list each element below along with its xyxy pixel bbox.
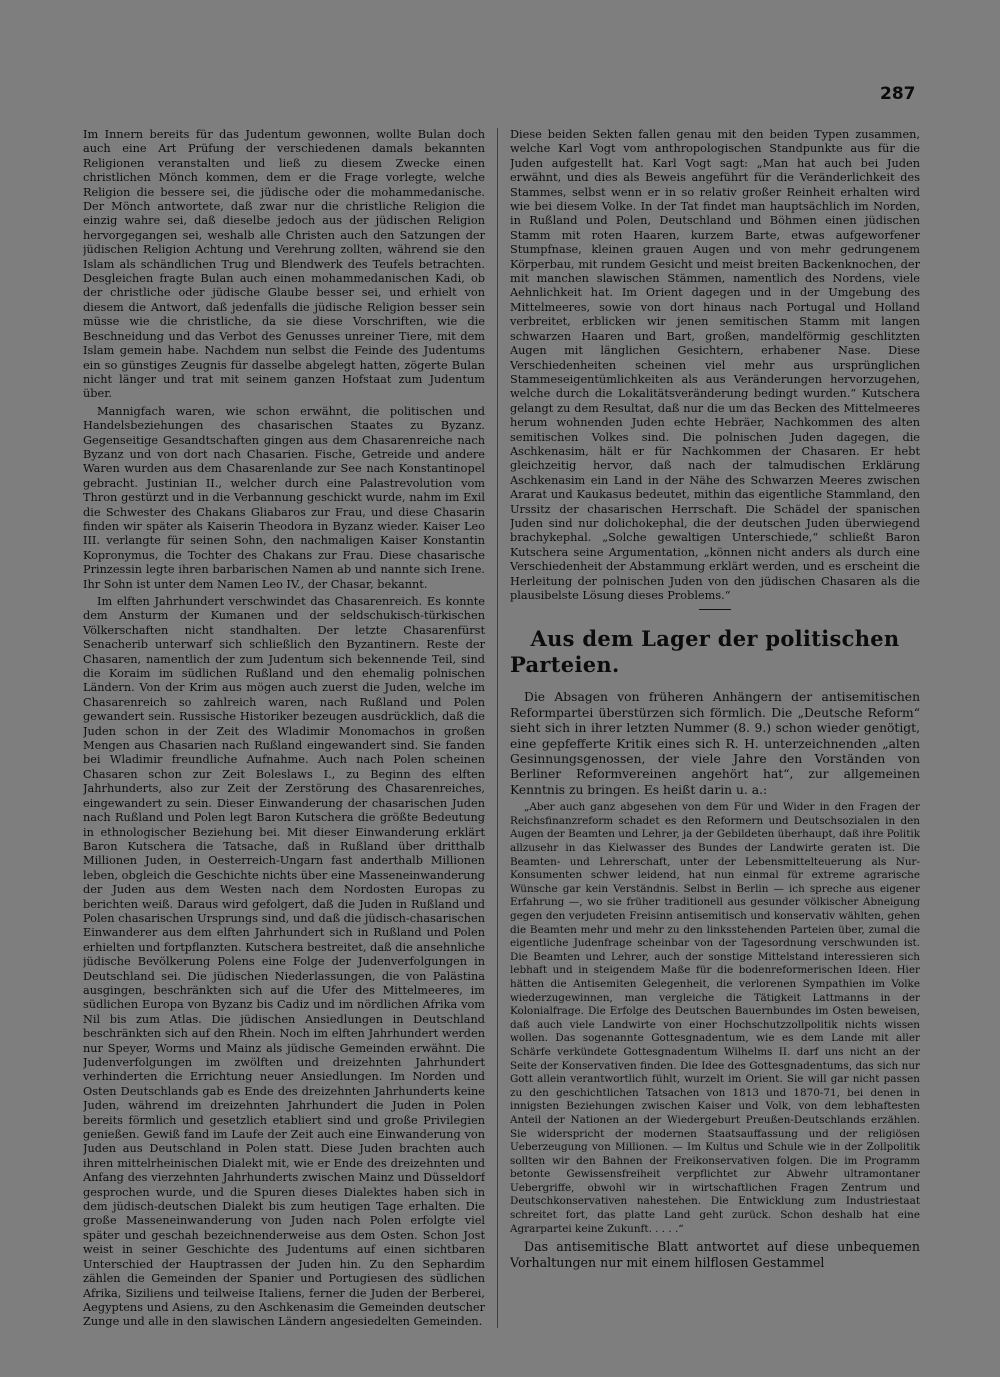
paragraph: Im Innern bereits für das Judentum gewonnen, wollte Bulan doch auch eine Art Prüfung der verschiedenen damals bekannten Religionen veranstalten und ließ zu diesem Zwecke einen christlichen Mönch kommen, dem er die Frage vorlegte, welche Religion die bessere sei, die jüdische oder die mohammedanische. Der Mönch antwortete, daß zwar nur die christliche Religion die einzig wahre sei, daß dieselbe jedoch aus der jüdischen Religion hervorgegangen sei, weshalb alle Christen auch den Satzungen der jüdischen Religion Achtung und Verehrung zollten, während sie den Islam als schändlichen Trug und Blendwerk des Teufels betrachten. Desgleichen fragte Bulan auch einen mohammedanischen Kadi, ob der christliche oder jüdische Glaube besser sei, und erhielt von diesem die Antwort, daß jedenfalls die jüdische Religion besser sein müsse wie die christliche, da sie diese Vorschriften, wie die Beschneidung und das Verbot des Genusses unreiner Tiere, mit dem Islam gemein habe. Nachdem nun selbst die Feinde des Judentums ein so günstiges Zeugnis für dasselbe abgelegt hatten, zögerte Bulan nicht länger und trat mit seinem ganzen Hofstaat zum Judentum über.: [83, 128, 485, 401]
article-end-rule: [699, 609, 731, 610]
right-column: [510, 128, 920, 1352]
column-divider: [497, 128, 498, 1328]
left-column: [83, 128, 485, 1352]
paragraph: Diese beiden Sekten fallen genau mit den beiden Typen zusammen, welche Karl Vogt vom anthropologischen Standpunkte aus für die Juden aufgestellt hat. Karl Vogt sagt: „Man hat auch bei Juden erwähnt, und dies als Beweis angeführt für die Veränderlichkeit des Stammes, selbst wenn er in so relativ großer Reinheit erhalten wird wie bei diesem Volke. In der Tat findet man hauptsächlich im Norden, in Rußland und Polen, Deutschland und Böhmen einen jüdischen Stamm mit roten Haaren, kurzem Barte, etwas aufgeworfener Stumpfnase, kleinen grauen Augen und von mehr gedrungenem Körperbau, mit rundem Gesicht und meist breiten Backenknochen, der mit manchen slawischen Stämmen, namentlich des Nordens, viele Aehnlichkeit hat. Im Orient dagegen und in der Umgebung des Mittelmeeres, sowie von dort hinaus nach Portugal und Holland verbreitet, erblicken wir jenen semitischen Stamm mit langen schwarzen Haaren und Bart, großen, mandelförmig geschlitzten Augen mit länglichen Gesichtern, erhabener Nase. Diese Verschiedenheiten scheinen viel mehr aus ursprünglichen Stammeseigentümlichkeiten als aus Veränderungen hervorzugehen, welche durch die Lokalitätsveränderung bedingt wurden.“ Kutschera gelangt zu dem Resultat, daß nur die um das Becken des Mittelmeeres herum wohnenden Juden echte Hebräer, Nachkommen des alten semitischen Volkes sind. Die polnischen Juden dagegen, die Aschkenasim, hält er für Nachkommen der Chasaren. Er hebt gleichzeitig hervor, daß nach der talmudischen Erklärung Aschkenasim ein Land in der Nähe des Schwarzen Meeres zwischen Ararat und Kaukasus bedeutet, mithin das eigentliche Stammland, den Urssitz der chasarischen Herrschaft. Die Schädel der spanischen Juden sind nur dolichokephal, die der deutschen Juden überwiegend brachykephal. „Solche gewaltigen Unterschiede,“ schließt Baron Kutschera seine Argumentation, „können nicht anders als durch eine Verschiedenheit der Abstammung erklärt werden, und es erscheint die Herleitung der polnischen Juden von den jüdischen Chasaren als die plausibelste Lösung dieses Problems.“: [510, 128, 920, 602]
closing-paragraph: Das antisemitische Blatt antwortet auf diese unbequemen Vorhaltungen nur mit einem hilflosen Gestammel: [510, 1239, 920, 1271]
lead-paragraph: Die Absagen von früheren Anhängern der antisemitischen Reformpartei überstürzen sich förmlich. Die „Deutsche Reform“ sieht sich in ihrer letzten Nummer (8. 9.) schon wieder genötigt, eine gepfefferte Kritik eines sich R. H. unterzeichnenden „alten Gesinnungsgenossen, der viele Jahre den Vorständen von Berliner Reformvereinen angehört hat“, zur allgemeinen Kenntnis zu bringen. Es heißt darin u. a.:: [510, 690, 920, 797]
section-heading: Aus dem Lager der politischen Parteien.: [510, 626, 900, 678]
quote-paragraph: „Aber auch ganz abgesehen von dem Für und Wider in den Fragen der Reichsfinanzreform schadet es den Reformern und Deutschsozialen in den Augen der Beamten und Lehrer, ja der Gebildeten überhaupt, daß ihre Politik allzusehr in das Kielwasser des Bundes der Landwirte geraten ist. Die Beamten- und Lehrerschaft, unter der Lebensmittelteuerung als Nur-Konsumenten schwer leidend, hat nun einmal für extreme agrarische Wünsche gar kein Verständnis. Selbst in Berlin — ich spreche aus eigener Erfahrung —, wo sie früher traditionell aus gesunder völkischer Abneigung gegen den verjudeten Freisinn antisemitisch und konservativ wählten, gehen die Beamten mehr und mehr zu den linksstehenden Parteien über, zumal die eigentliche Judenfrage scheinbar von der Tagesordnung verschwunden ist. Die Beamten und Lehrer, auch der sonstige Mittelstand interessieren sich lebhaft und in steigendem Maße für die bodenreformerischen Ideen. Hier hätten die Antisemiten Gelegenheit, die verlorenen Sympathien im Volke wiederzugewinnen, man vergleiche die Tätigkeit Lattmanns in der Kolonialfrage. Die Erfolge des Deutschen Bauernbundes im Osten beweisen, daß auch viele Landwirte von einer Hochschutzzollpolitik nichts wissen wollen. Das sogenannte Gottesgnadentum, wie es dem Lande mit aller Schärfe verkündete Gottesgnadentum Wilhelms II. darf uns nicht an der Seite der Konservativen finden. Die Idee des Gottesgnadentums, das sich nur Gott allein verantwortlich fühlt, wurzelt im Orient. Sie will gar nicht passen zu den geschichtlichen Tatsachen von 1813 und 1870-71, bei denen in innigsten Beziehungen zwischen Kaiser und Volk, von dem lebhaftesten Anteil der Nationen an der Wiedergeburt Preußen-Deutschlands erzählen. Sie widerspricht der modernen Staatsauffassung und der religiösen Ueberzeugung von Millionen. — Im Kultus und Schule wie in der Zollpolitik sollten wir den Bahnen der Freikonservativen folgen. Die im Programm betonte Gewissensfreiheit verpflichtet zur Abwehr ultramontaner Uebergriffe, obwohl wir in wirtschaftlichen Fragen Zentrum und Deutschkonservativen nahestehen. Die Entwicklung zum Industriestaat schreitet fort, das platte Land geht zurück. Schon deshalb hat eine Agrarpartei keine Zukunft. . . . .“: [510, 801, 920, 1235]
paragraph: Im elften Jahrhundert verschwindet das Chasarenreich. Es konnte dem Ansturm der Kumanen und der seldschukisch-türkischen Völkerschaften nicht standhalten. Der letzte Chasarenfürst Senacherib unterwarf sich schließlich den Byzantinern. Reste der Chasaren, namentlich der zum Judentum sich bekennende Teil, sind die Koraim im südlichen Rußland und den ehemalig polnischen Ländern. Von der Krim aus mögen auch zuerst die Juden, welche im Chasarenreich so zahlreich waren, nach Rußland und Polen gewandert sein. Russische Historiker bezeugen ausdrücklich, daß die Juden schon in der Zeit des Wladimir Monomachos in großen Mengen aus Chasarien nach Rußland eingewandert sind. Sie fanden bei Wladimir freundliche Aufnahme. Auch nach Polen scheinen Chasaren schon zur Zeit Boleslaws I., zu Beginn des elften Jahrhunderts, also zur Zeit der Zerstörung des Chasarenreiches, eingewandert zu sein. Dieser Einwanderung der chasarischen Juden nach Rußland und Polen legt Baron Kutschera die größte Bedeutung in ethnologischer Beziehung bei. Mit dieser Einwanderung erklärt Baron Kutschera die Tatsache, daß in Rußland über dritthalb Millionen Juden, in Oesterreich-Ungarn fast anderthalb Millionen leben, obgleich die Geschichte nichts über eine Masseneinwanderung der Juden aus dem Westen nach dem Nordosten Europas zu berichten weiß. Daraus wird gefolgert, daß die Juden in Rußland und Polen chasarischen Ursprungs sind, und daß die jüdisch-chasarischen Einwanderer aus dem elften Jahrhundert sich in Rußland und Polen erhielten und fortpflanzten. Kutschera bestreitet, daß die ansehnliche jüdische Bevölkerung Polens eine Folge der Judenverfolgungen in Deutschland sei. Die jüdischen Niederlassungen, die von Palästina ausgingen, beschränkten sich auf die Ufer des Mittelmeeres, im südlichen Europa von Byzanz bis Cadiz und im nördlichen Afrika vom Nil bis zum Atlas. Die jüdischen Ansiedlungen in Deutschland beschränkten sich auf den Rhein. Noch im elften Jahrhundert werden nur Speyer, Worms und Mainz als jüdische Gemeinden erwähnt. Die Judenverfolgungen im zwölften und dreizehnten Jahrhundert verhinderten die Errichtung neuer Ansiedlungen. Im Norden und Osten Deutschlands gab es Ende des dreizehnten Jahrhunderts keine Juden, während im dreizehnten Jahrhundert die Juden in Polen bereits förmlich und gesetzlich etabliert sind und große Privilegien genießen. Gewiß fand im Laufe der Zeit auch eine Einwanderung von Juden aus Deutschland in Polen statt. Diese Juden brachten auch ihren mittelrheinischen Dialekt mit, wie er Ende des dreizehnten und Anfang des vierzehnten Jahrhunderts zwischen Mainz und Düsseldorf gesprochen wurde, und die Spuren dieses Dialektes haben sich in dem jüdisch-deutschen Dialekt bis zum heutigen Tage erhalten. Die große Masseneinwanderung von Juden nach Polen erfolgte viel später und geschah bezeichnenderweise aus dem Osten. Schon Jost weist in seiner Geschichte des Judentums auf einen sichtbaren Unterschied der Hauptrassen der Juden hin. Zu den Sephardim zählen die Gemeinden der Spanier und Portugiesen des südlichen Afrika, Siziliens und teilweise Italiens, ferner die Juden der Berberei, Aegyptens und Asiens, zu den Aschkenasim die Gemeinden deutscher Zunge und alle in den slawischen Ländern angesiedelten Gemeinden.: [83, 595, 485, 1329]
page-number: 287: [880, 84, 916, 104]
paragraph: Mannigfach waren, wie schon erwähnt, die politischen und Handelsbeziehungen des chasarischen Staates zu Byzanz. Gegenseitige Gesandtschaften gingen aus dem Chasarenreiche nach Byzanz und von dort nach Chasarien. Fische, Getreide und andere Waren wurden aus dem Chasarenlande zur See nach Konstantinopel gebracht. Justinian II., welcher durch eine Palastrevolution vom Thron gestürzt und in die Verbannung geschickt wurde, nahm im Exil die Schwester des Chakans Gliabaros zur Frau, und diese Chasarin finden wir später als Kaiserin Theodora in Byzanz wieder. Kaiser Leo III. verlangte für seinen Sohn, den nachmaligen Kaiser Konstantin Kopronymus, die Tochter des Chakans zur Frau. Diese chasarische Prinzessin legte ihren barbarischen Namen ab und nannte sich Irene. Ihr Sohn ist unter dem Namen Leo IV., der Chasar, bekannt.: [83, 404, 485, 591]
